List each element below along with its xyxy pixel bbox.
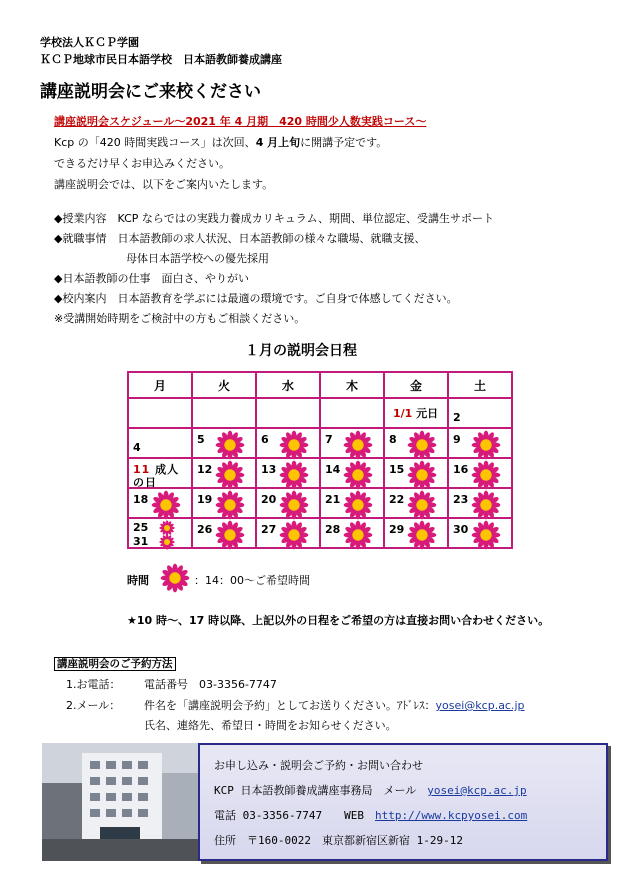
school-name: ＫＣＰ地球市民日本語学校 日本語教師養成講座 xyxy=(40,53,282,66)
day-number: 22 xyxy=(389,493,405,506)
calendar-day xyxy=(320,398,384,428)
flower-icon xyxy=(407,520,437,550)
day-number: 19 xyxy=(197,493,213,506)
flower-icon xyxy=(215,490,245,520)
day-number: 18 xyxy=(133,493,149,506)
day-number: 30 xyxy=(453,523,469,536)
holiday-label xyxy=(133,463,191,489)
day-number: 6 xyxy=(261,433,269,446)
calendar-day[interactable] xyxy=(384,488,448,518)
weekday-header: 木 xyxy=(320,372,384,398)
day-number: 31 xyxy=(133,535,149,548)
mail-text-2: 氏名、連絡先、希望日・時間をお知らせください。 xyxy=(144,719,397,732)
flower-icon xyxy=(279,490,309,520)
flower-icon xyxy=(159,534,175,550)
calendar-day[interactable] xyxy=(448,518,512,548)
day-number: 20 xyxy=(261,493,277,506)
day-number: 28 xyxy=(325,523,341,536)
contact-box xyxy=(198,743,608,861)
calendar-week xyxy=(128,398,512,428)
flower-icon xyxy=(471,460,501,490)
day-number: 14 xyxy=(325,463,341,476)
intro-line-3: 講座説明会では、以下をご案内いたします。 xyxy=(54,178,274,191)
day-number: 25 xyxy=(133,521,149,534)
flower-icon xyxy=(471,520,501,550)
flower-icon xyxy=(279,430,309,460)
intro-line-2: できるだけ早くお申込みください。 xyxy=(54,157,230,170)
calendar-day[interactable] xyxy=(384,518,448,548)
calendar-day xyxy=(128,398,192,428)
legend-time: ：14：00～ご希望時間 xyxy=(194,574,310,587)
topic-job: ◆日本語教師の仕事 面白さ、やりがい xyxy=(54,272,250,285)
calendar-table xyxy=(127,371,513,549)
flower-icon xyxy=(215,520,245,550)
org-name: 学校法人ＫＣＰ学園 xyxy=(40,36,139,49)
legend-label: 時間 xyxy=(127,574,149,587)
day-number: 27 xyxy=(261,523,277,536)
contact-web-link[interactable]: http://www.kcpyosei.com xyxy=(374,809,528,822)
weekday-header: 火 xyxy=(192,372,256,398)
day-number: 1/1 xyxy=(393,407,413,420)
calendar-day[interactable] xyxy=(320,488,384,518)
building-photo xyxy=(42,743,198,861)
calendar-day[interactable] xyxy=(320,428,384,458)
holiday-name: 成人の日 xyxy=(133,463,180,489)
flower-icon xyxy=(160,563,190,593)
calendar-day[interactable] xyxy=(192,518,256,548)
calendar-day[interactable] xyxy=(384,458,448,488)
day-number: 23 xyxy=(453,493,469,506)
calendar-day xyxy=(448,398,512,428)
notice: ★10 時～、17 時以降、上記以外の日程をご希望の方は直接お問い合わせください。 xyxy=(127,614,550,627)
mail-text: 件名を「講座説明会予約」としてお送りください。ｱﾄﾞﾚｽ：yosei@kcp.ac.jp xyxy=(144,699,525,712)
topic-employment: ◆就職事情 日本語教師の求人状況、日本語教師の様々な職場、就職支援、 xyxy=(54,232,426,245)
calendar-day[interactable] xyxy=(128,488,192,518)
day-number: 21 xyxy=(325,493,341,506)
flower-icon xyxy=(279,520,309,550)
topic-curriculum: ◆授業内容 KCP ならではの実践力養成カリキュラム、期間、単位認定、受講生サポート xyxy=(54,212,494,225)
day-number: 11 xyxy=(133,463,151,476)
calendar-day[interactable] xyxy=(256,428,320,458)
weekday-header: 月 xyxy=(128,372,192,398)
calendar-day[interactable] xyxy=(256,458,320,488)
calendar-day[interactable] xyxy=(320,518,384,548)
phone-text: 電話番号 03-3356-7747 xyxy=(144,678,277,691)
calendar-day[interactable] xyxy=(448,458,512,488)
day-number: 8 xyxy=(389,433,397,446)
calendar-week xyxy=(128,458,512,488)
flower-icon xyxy=(343,520,373,550)
weekday-header: 金 xyxy=(384,372,448,398)
day-number: 26 xyxy=(197,523,213,536)
contact-address: 住所 〒160-0022 東京都新宿区新宿 1-29-12 xyxy=(214,834,463,847)
calendar-week xyxy=(128,488,512,518)
calendar-day[interactable] xyxy=(448,428,512,458)
flower-icon xyxy=(343,460,373,490)
flower-icon xyxy=(343,430,373,460)
flower-icon xyxy=(343,490,373,520)
day-number: 4 xyxy=(133,441,141,454)
day-number: 16 xyxy=(453,463,469,476)
holiday-label xyxy=(393,407,438,420)
calendar-week xyxy=(128,428,512,458)
day-number: 15 xyxy=(389,463,405,476)
topic-consult: ※受講開始時期をご検討中の方もご相談ください。 xyxy=(54,312,306,325)
flower-icon xyxy=(471,490,501,520)
calendar-day[interactable] xyxy=(256,518,320,548)
contact-heading: お申し込み・説明会ご予約・お問い合わせ xyxy=(214,759,423,772)
day-number: 13 xyxy=(261,463,277,476)
flower-icon xyxy=(407,430,437,460)
flower-icon xyxy=(279,460,309,490)
flower-icon xyxy=(151,490,181,520)
calendar-week xyxy=(128,518,512,548)
weekday-header: 土 xyxy=(448,372,512,398)
mail-address-link[interactable]: yosei@kcp.ac.jp xyxy=(435,699,525,712)
day-number: 9 xyxy=(453,433,461,446)
page-title: 講座説明会にご来校ください xyxy=(40,82,261,102)
calendar-day[interactable] xyxy=(384,428,448,458)
flower-icon xyxy=(407,490,437,520)
calendar-day xyxy=(384,398,448,428)
building-illustration xyxy=(42,743,198,861)
contact-phone-web: 電話 03-3356-7747 WEB http://www.kcpyosei.com xyxy=(214,809,528,822)
contact-email-link[interactable]: yosei@kcp.ac.jp xyxy=(427,784,527,797)
day-number: 7 xyxy=(325,433,333,446)
calendar-day xyxy=(256,398,320,428)
calendar-title: １月の説明会日程 xyxy=(245,343,357,359)
phone-label: 1.お電話： xyxy=(66,678,121,691)
calendar-day[interactable] xyxy=(128,518,192,548)
contact-office: KCP 日本語教師養成講座事務局 メール yosei@kcp.ac.jp xyxy=(214,784,527,797)
mail-label: 2.メール： xyxy=(66,699,121,712)
flower-icon xyxy=(215,460,245,490)
flower-icon xyxy=(471,430,501,460)
calendar-day[interactable] xyxy=(192,488,256,518)
day-number: 2 xyxy=(453,411,461,424)
holiday-name: 元日 xyxy=(416,407,439,420)
flower-icon xyxy=(215,430,245,460)
topic-employment-cont: 母体日本語学校への優先採用 xyxy=(126,252,269,265)
flower-icon-legend xyxy=(160,563,190,593)
calendar-day xyxy=(128,458,192,488)
calendar-day[interactable] xyxy=(192,428,256,458)
flower-icon xyxy=(407,460,437,490)
calendar-day[interactable] xyxy=(192,458,256,488)
topic-tour: ◆校内案内 日本語教育を学ぶには最適の環境です。ご自身で体感してください。 xyxy=(54,292,458,305)
weekday-header: 水 xyxy=(256,372,320,398)
calendar-day xyxy=(128,428,192,458)
calendar-day[interactable] xyxy=(256,488,320,518)
calendar-day xyxy=(192,398,256,428)
schedule-heading: 講座説明会スケジュール～2021 年 4 月期 420 時間少人数実践コース～ xyxy=(54,115,427,128)
reservation-heading: 講座説明会のご予約方法 xyxy=(54,656,176,671)
calendar-day[interactable] xyxy=(320,458,384,488)
day-number: 12 xyxy=(197,463,213,476)
intro-line-1: Kcp の「420 時間実践コース」は次回、4 月上旬に開講予定です。 xyxy=(54,136,388,149)
day-number: 5 xyxy=(197,433,205,446)
calendar-day[interactable] xyxy=(448,488,512,518)
day-number: 29 xyxy=(389,523,405,536)
